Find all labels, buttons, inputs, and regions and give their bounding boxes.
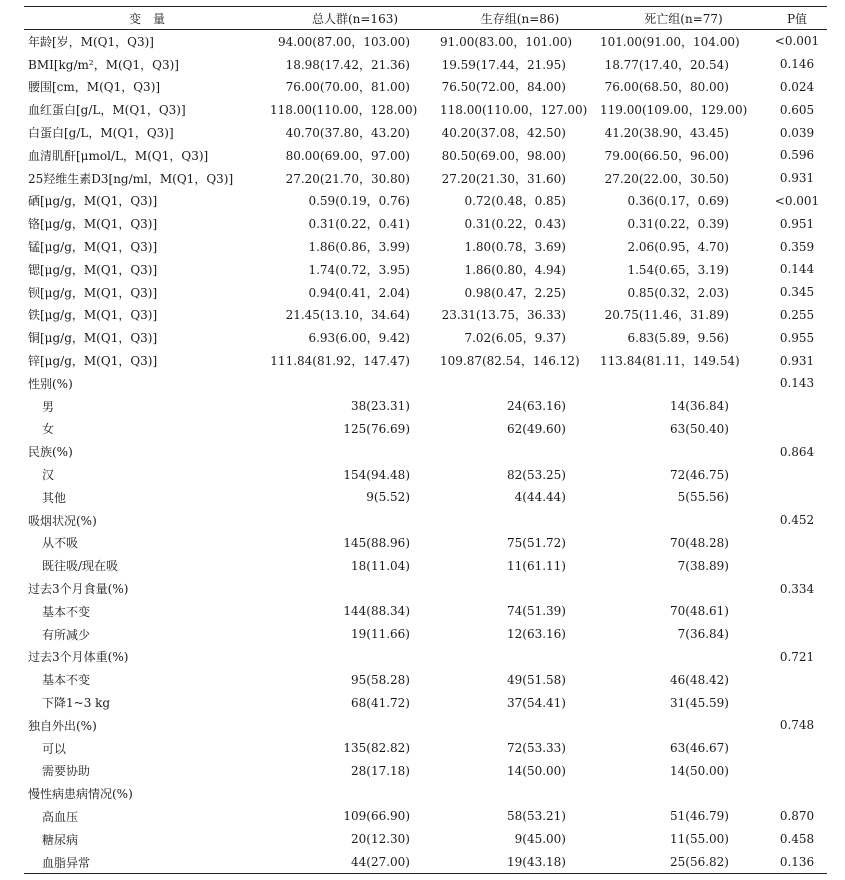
cell-survival (440, 509, 600, 532)
cell-survival: 40.20(37.08，42.50) (441, 126, 566, 141)
row-label: 基本不变 (42, 673, 91, 688)
row-label: 其他 (42, 490, 67, 505)
table-row (24, 805, 827, 828)
cell-death: 0.36(0.17，0.69) (627, 194, 729, 209)
cell-p-value: 0.255 (779, 307, 815, 322)
row-label: 过去3个月体重(%) (28, 650, 129, 665)
cell-survival: 72(53.33) (507, 741, 566, 756)
table-row (24, 144, 827, 167)
cell-total: 0.59(0.19，0.76) (308, 194, 410, 209)
cell-total: 0.31(0.22，0.41) (308, 217, 410, 232)
table-row (24, 486, 827, 509)
cell-death: 5(55.56) (677, 490, 729, 505)
table-row (24, 600, 827, 623)
row-label: 血脂异常 (42, 855, 91, 870)
cell-death: 6.83(5.89，9.56) (627, 331, 729, 346)
row-label: 有所减少 (42, 627, 91, 642)
cell-survival: 9(45.00) (514, 832, 566, 847)
row-label: 铁[μg/g，M(Q1，Q3)] (28, 308, 158, 323)
cell-total: 154(94.48) (343, 467, 410, 482)
cell-total (270, 577, 440, 600)
row-label: 女 (42, 422, 55, 437)
cell-death: 11(55.00) (670, 832, 729, 847)
cell-death: 72(46.75) (670, 467, 729, 482)
cell-survival: 1.80(0.78，3.69) (464, 240, 566, 255)
cell-total (270, 509, 440, 532)
table-row (24, 554, 827, 577)
cell-p-value: 0.143 (779, 376, 815, 391)
cell-p-value (767, 418, 827, 441)
table-row (24, 167, 827, 190)
cell-death: 18.77(17.40，20.54) (604, 57, 729, 72)
cell-death: 101.00(91.00，104.00) (600, 34, 740, 49)
table-row (24, 30, 827, 53)
cell-death: 14(50.00) (670, 763, 729, 778)
cell-death: 0.31(0.22，0.39) (627, 217, 729, 232)
cell-survival: 0.72(0.48，0.85) (464, 194, 566, 209)
table-row (24, 782, 827, 805)
table-row (24, 395, 827, 418)
cell-p-value: 0.951 (779, 216, 815, 231)
cell-death: 79.00(66.50，96.00) (604, 148, 729, 163)
table-row (24, 509, 827, 532)
cell-p-value: 0.146 (779, 57, 815, 72)
cell-death (600, 714, 767, 737)
cell-death: 27.20(22.00，30.50) (604, 171, 729, 186)
cell-survival: 27.20(21.30，31.60) (441, 171, 566, 186)
table-row (24, 212, 827, 235)
cell-total: 20(12.30) (351, 832, 410, 847)
cell-death: 7(38.89) (677, 558, 729, 573)
table-row (24, 691, 827, 714)
cell-survival: 80.50(69.00，98.00) (441, 148, 566, 163)
cell-survival (440, 646, 600, 669)
table-row (24, 76, 827, 99)
table-row (24, 851, 827, 874)
cell-survival: 76.50(72.00，84.00) (441, 80, 566, 95)
cell-total: 144(88.34) (343, 604, 410, 619)
cell-total (270, 372, 440, 395)
cell-p-value: 0.024 (779, 79, 815, 94)
row-label: 过去3个月食量(%) (28, 582, 129, 597)
cell-death: 7(36.84) (677, 627, 729, 642)
row-label: 吸烟状况(%) (28, 513, 97, 528)
cell-total: 145(88.96) (343, 535, 410, 550)
cell-total: 135(82.82) (343, 741, 410, 756)
row-label: 从不吸 (42, 536, 79, 551)
header-p-value: P值 (786, 11, 808, 26)
cell-p-value: 0.136 (779, 855, 815, 870)
row-label: 25羟维生素D3[ng/ml，M(Q1，Q3)] (28, 171, 234, 186)
table-row (24, 737, 827, 760)
cell-death: 63(46.67) (670, 741, 729, 756)
table-row (24, 623, 827, 646)
row-label: BMI[kg/m²，M(Q1，Q3)] (28, 57, 179, 72)
cell-p-value: <0.001 (774, 193, 820, 208)
table-row (24, 258, 827, 281)
row-label: 下降1~3 kg (42, 696, 111, 710)
row-label: 年龄[岁，M(Q1，Q3)] (28, 34, 154, 49)
cell-survival (440, 577, 600, 600)
cell-survival: 23.31(13.75，36.33) (441, 308, 566, 323)
cell-total: 44(27.00) (351, 855, 410, 870)
cell-death: 51(46.79) (670, 809, 729, 824)
table-row (24, 668, 827, 691)
cell-death: 113.84(81.11，149.54) (600, 354, 740, 369)
row-label: 铬[μg/g，M(Q1，Q3)] (28, 217, 158, 232)
row-label: 硒[μg/g，M(Q1，Q3)] (28, 194, 158, 209)
cell-survival: 62(49.60) (507, 421, 566, 436)
cell-total: 76.00(70.00，81.00) (285, 80, 410, 95)
cell-survival: 12(63.16) (507, 627, 566, 642)
table-row (24, 121, 827, 144)
cell-p-value (767, 760, 827, 783)
cell-total: 109(66.90) (343, 809, 410, 824)
table-row (24, 714, 827, 737)
cell-p-value: 0.359 (779, 239, 815, 254)
row-label: 腰围[cm，M(Q1，Q3)] (28, 80, 161, 95)
row-label: 锶[μg/g，M(Q1，Q3)] (28, 262, 158, 277)
cell-total: 28(17.18) (351, 763, 410, 778)
cell-death: 70(48.61) (670, 604, 729, 619)
cell-death (600, 509, 767, 532)
header-total: 总人群(n=163) (311, 11, 399, 26)
row-label: 铜[μg/g，M(Q1，Q3)] (28, 331, 158, 346)
cell-survival: 109.87(82.54，146.12) (440, 354, 580, 369)
cell-death: 0.85(0.32，2.03) (627, 285, 729, 300)
cell-survival: 19.59(17.44，21.95) (441, 57, 566, 72)
cell-survival (440, 714, 600, 737)
cell-p-value (767, 691, 827, 714)
cell-total: 118.00(110.00，128.00) (270, 103, 418, 118)
cell-total: 111.84(81.92，147.47) (270, 354, 410, 369)
cell-p-value (767, 532, 827, 555)
cell-p-value: 0.864 (779, 444, 815, 459)
table-row (24, 577, 827, 600)
cell-death: 70(48.28) (670, 535, 729, 550)
cell-death: 25(56.82) (670, 855, 729, 870)
cell-survival: 4(44.44) (514, 490, 566, 505)
row-label: 男 (42, 399, 55, 414)
cell-survival: 75(51.72) (507, 535, 566, 550)
cell-total: 0.94(0.41，2.04) (308, 285, 410, 300)
cell-survival: 58(53.21) (507, 809, 566, 824)
cell-total: 38(23.31) (351, 399, 410, 414)
cell-p-value: 0.721 (779, 649, 815, 664)
cell-p-value (767, 463, 827, 486)
cell-p-value (767, 737, 827, 760)
cell-survival: 1.86(0.80，4.94) (464, 262, 566, 277)
cell-death: 63(50.40) (670, 421, 729, 436)
cell-death: 2.06(0.95，4.70) (627, 240, 729, 255)
cell-survival: 19(43.18) (507, 855, 566, 870)
table-row (24, 349, 827, 372)
cell-death (600, 372, 767, 395)
cell-total: 1.86(0.86，3.99) (308, 240, 410, 255)
cell-death: 14(36.84) (670, 399, 729, 414)
cell-total: 18.98(17.42，21.36) (285, 57, 410, 72)
cell-death: 46(48.42) (670, 672, 729, 687)
cell-p-value (767, 668, 827, 691)
cell-total: 19(11.66) (351, 627, 410, 642)
cell-total: 27.20(21.70，30.80) (285, 171, 410, 186)
cell-total (270, 440, 440, 463)
cell-total (270, 714, 440, 737)
table-row (24, 418, 827, 441)
cell-p-value: 0.334 (779, 581, 815, 596)
cell-total (270, 646, 440, 669)
cell-death: 119.00(109.00，129.00) (600, 103, 748, 118)
cell-p-value: 0.452 (779, 513, 815, 528)
cell-p-value: 0.955 (779, 330, 815, 345)
row-label: 血红蛋白[g/L，M(Q1，Q3)] (28, 103, 186, 118)
cell-total: 40.70(37.80，43.20) (285, 126, 410, 141)
cell-death (600, 646, 767, 669)
cell-total (270, 782, 440, 805)
table-row (24, 440, 827, 463)
cell-survival: 91.00(83.00，101.00) (440, 34, 573, 49)
baseline-characteristics-table (24, 6, 827, 874)
cell-survival: 24(63.16) (507, 399, 566, 414)
cell-p-value (767, 623, 827, 646)
cell-death: 76.00(68.50，80.00) (604, 80, 729, 95)
row-label: 汉 (42, 468, 55, 483)
cell-survival: 37(54.41) (507, 695, 566, 710)
table-body (24, 30, 827, 874)
cell-total: 6.93(6.00，9.42) (308, 331, 410, 346)
row-label: 性别(%) (28, 376, 73, 391)
cell-survival: 0.98(0.47，2.25) (464, 285, 566, 300)
row-label: 独自外出(%) (28, 718, 97, 733)
header-survival: 生存组(n=86) (480, 11, 560, 26)
cell-death: 41.20(38.90，43.45) (604, 126, 729, 141)
table-row (24, 235, 827, 258)
table-row (24, 304, 827, 327)
row-label: 糖尿病 (42, 832, 79, 847)
cell-total: 21.45(13.10，34.64) (285, 308, 410, 323)
table-row (24, 463, 827, 486)
cell-p-value: <0.001 (774, 34, 820, 49)
table-row (24, 828, 827, 851)
cell-survival: 118.00(110.00，127.00) (440, 103, 588, 118)
cell-p-value: 0.605 (779, 102, 815, 117)
cell-total: 125(76.69) (343, 421, 410, 436)
cell-p-value: 0.458 (779, 832, 815, 847)
row-label: 慢性病患病情况(%) (28, 787, 133, 802)
cell-survival: 11(61.11) (507, 558, 566, 573)
row-label: 既往吸/现在吸 (42, 559, 119, 574)
cell-p-value: 0.931 (779, 353, 815, 368)
table-row (24, 532, 827, 555)
row-label: 高血压 (42, 809, 79, 824)
cell-survival: 0.31(0.22，0.43) (464, 217, 566, 232)
cell-p-value: 0.748 (779, 718, 815, 733)
cell-p-value: 0.596 (779, 148, 815, 163)
row-label: 血清肌酐[μmol/L，M(Q1，Q3)] (28, 148, 209, 163)
cell-death: 31(45.59) (670, 695, 729, 710)
cell-survival (440, 782, 600, 805)
cell-p-value: 0.345 (779, 285, 815, 300)
table-row (24, 646, 827, 669)
cell-total: 18(11.04) (351, 558, 410, 573)
table-row (24, 281, 827, 304)
cell-survival (440, 440, 600, 463)
cell-death (600, 577, 767, 600)
cell-p-value (767, 486, 827, 509)
cell-total: 9(5.52) (366, 490, 410, 505)
cell-death (600, 440, 767, 463)
cell-total: 95(58.28) (351, 672, 410, 687)
cell-survival: 49(51.58) (507, 672, 566, 687)
table-row (24, 98, 827, 121)
cell-p-value (767, 782, 827, 805)
table-row (24, 190, 827, 213)
cell-total: 94.00(87.00，103.00) (277, 34, 410, 49)
header-death: 死亡组(n=77) (644, 11, 723, 26)
row-label: 需要协助 (42, 764, 91, 779)
cell-survival: 74(51.39) (507, 604, 566, 619)
row-label: 民族(%) (28, 445, 73, 460)
cell-survival: 14(50.00) (507, 763, 566, 778)
cell-p-value: 0.870 (779, 809, 815, 824)
cell-p-value (767, 395, 827, 418)
table-row (24, 53, 827, 76)
cell-p-value (767, 600, 827, 623)
row-label: 基本不变 (42, 604, 91, 619)
cell-p-value: 0.144 (779, 262, 815, 277)
cell-total: 68(41.72) (351, 695, 410, 710)
row-label: 锰[μg/g，M(Q1，Q3)] (28, 240, 158, 255)
header-variable: 变 量 (128, 11, 165, 26)
table-row (24, 760, 827, 783)
row-label: 白蛋白[g/L，M(Q1，Q3)] (28, 126, 174, 141)
cell-total: 80.00(69.00，97.00) (285, 148, 410, 163)
cell-survival: 82(53.25) (507, 467, 566, 482)
cell-survival: 7.02(6.05，9.37) (464, 331, 566, 346)
cell-p-value (767, 554, 827, 577)
cell-p-value: 0.931 (779, 171, 815, 186)
table-row (24, 372, 827, 395)
row-label: 可以 (42, 741, 67, 756)
cell-death: 20.75(11.46，31.89) (604, 308, 729, 323)
cell-death: 1.54(0.65，3.19) (627, 262, 729, 277)
row-label: 钡[μg/g，M(Q1，Q3)] (28, 285, 158, 300)
table-row (24, 326, 827, 349)
row-label: 锌[μg/g，M(Q1，Q3)] (28, 354, 158, 369)
cell-total: 1.74(0.72，3.95) (308, 262, 410, 277)
cell-p-value: 0.039 (779, 125, 815, 140)
header-row (24, 7, 827, 30)
cell-survival (440, 372, 600, 395)
cell-death (600, 782, 767, 805)
